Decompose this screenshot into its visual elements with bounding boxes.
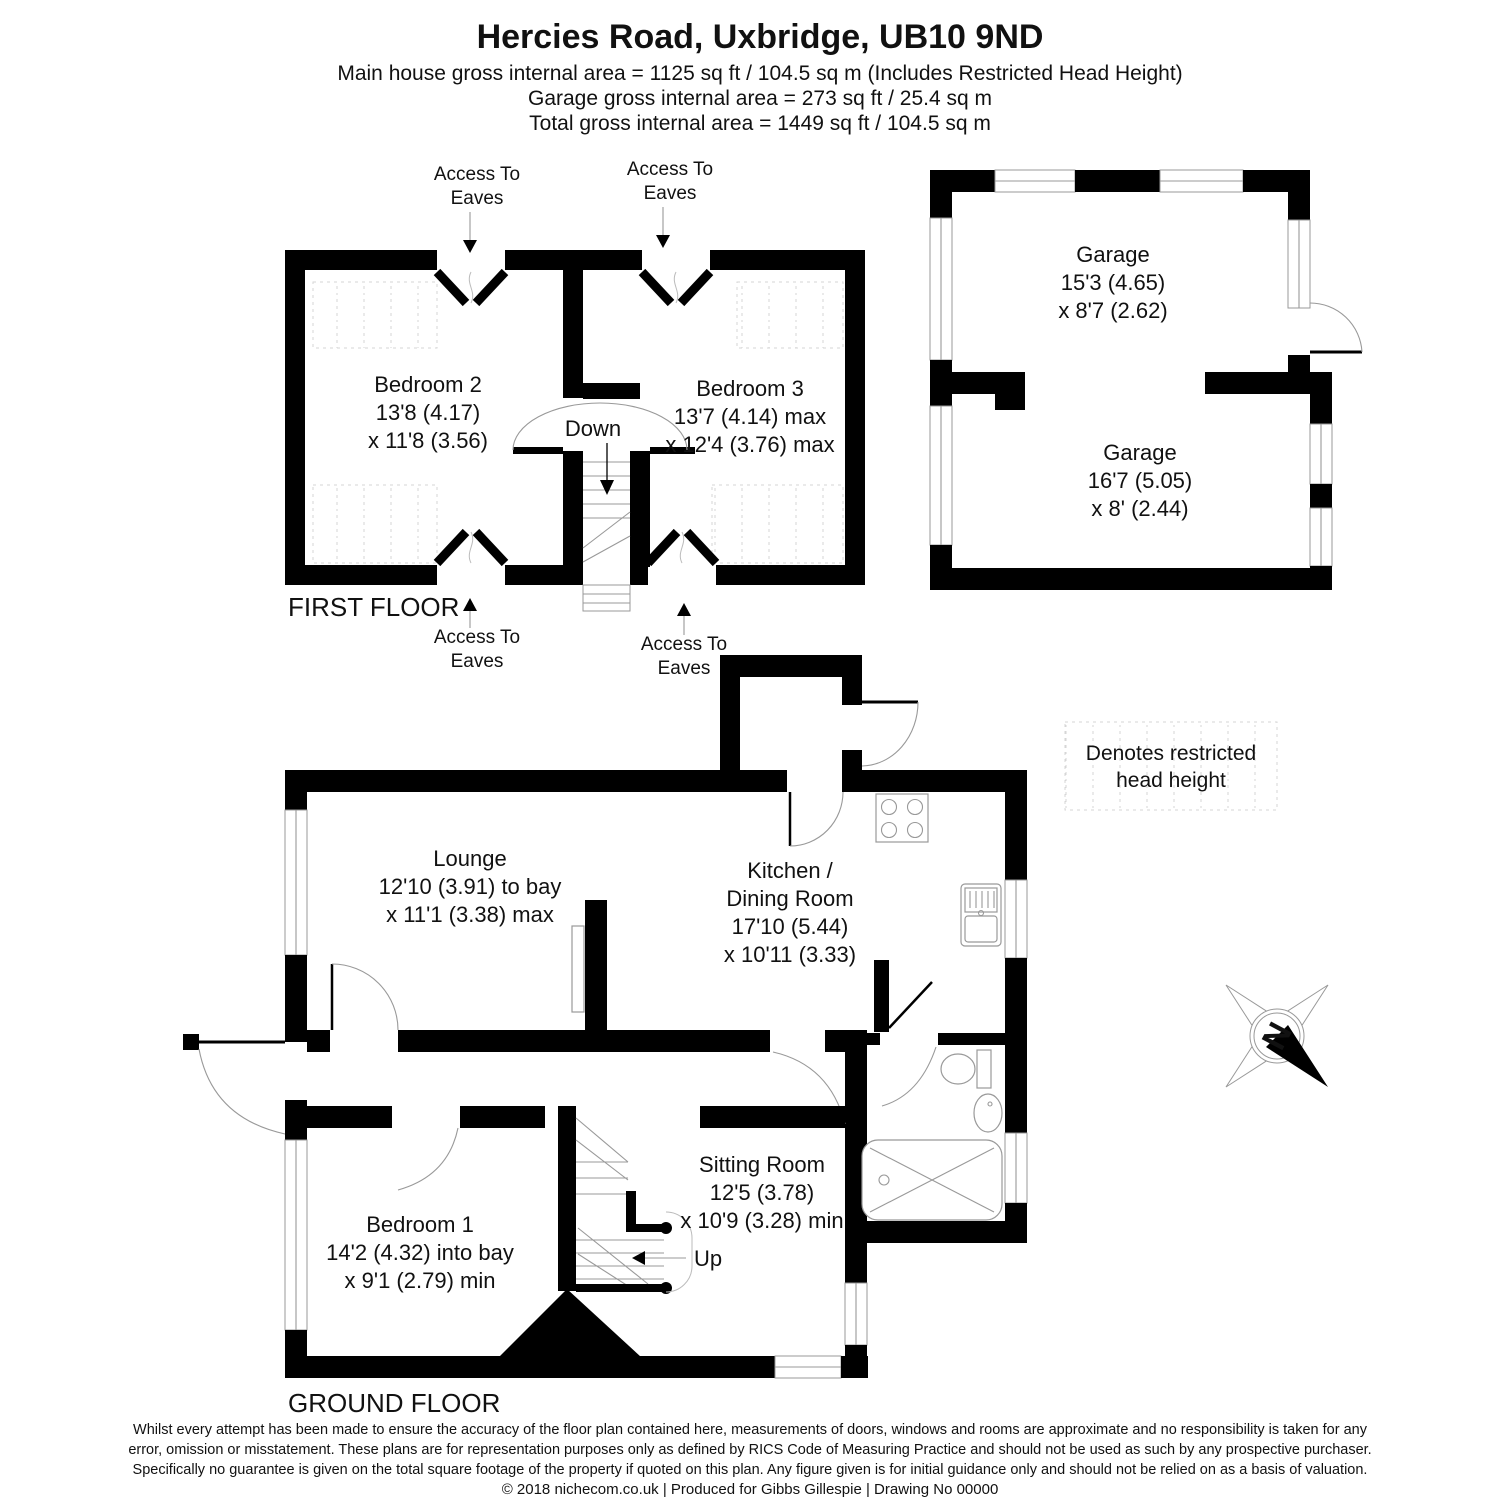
header: [337, 18, 1182, 135]
room-dim: 12'5 (3.78): [709, 1180, 815, 1205]
ground-floor-plan: [183, 655, 1027, 1418]
arrow-down-icon: [656, 235, 670, 248]
down-arrow-icon: [600, 480, 614, 495]
access-eaves-text: Access To: [433, 164, 521, 185]
compass-north-icon: [1226, 985, 1328, 1087]
disclaimer-line: Whilst every attempt has been made to ensure the accuracy of the floor plan contained here, measurements of doors, windows and rooms are approximate and no responsibility is taken for any: [133, 1422, 1367, 1438]
room-dim: 17'10 (5.44): [731, 914, 849, 939]
ground-floor-label: GROUND FLOOR: [288, 1388, 501, 1418]
access-eaves-top-left: [434, 164, 520, 253]
legend-text: Denotes restricted: [1085, 742, 1257, 765]
room-dim: 13'7 (4.14) max: [673, 404, 827, 429]
ground-floor-walls: [183, 655, 1027, 1378]
room-name: Bedroom 2: [374, 372, 482, 397]
room-dim: 12'10 (3.91) to bay: [378, 874, 562, 899]
garage-walls: [930, 170, 1362, 590]
room-name: Dining Room: [726, 886, 854, 911]
room-name: Garage: [1076, 242, 1150, 267]
kitchen-label: [724, 858, 856, 967]
room-dim: x 11'1 (3.38) max: [386, 902, 554, 927]
compass-n-label: N: [1253, 1015, 1299, 1056]
room-dim: 16'7 (5.05): [1087, 468, 1193, 493]
access-eaves-text: Eaves: [643, 183, 697, 204]
legend-text: head height: [1116, 769, 1226, 792]
kitchen-hob-icon: [876, 794, 928, 842]
access-eaves-top-right: [627, 159, 713, 248]
bedroom2-label: [368, 372, 488, 453]
restricted-head-height-band: [313, 485, 437, 563]
sitting-room-label: [680, 1152, 843, 1233]
garage-top-label: [1058, 242, 1167, 323]
room-dim: x 10'11 (3.33): [723, 942, 857, 967]
room-dim: x 10'9 (3.28) min: [680, 1208, 844, 1233]
room-dim: x 11'8 (3.56): [368, 428, 488, 453]
room-name: Sitting Room: [699, 1152, 825, 1177]
room-dim: x 8' (2.44): [1091, 496, 1189, 521]
legend-swatch: [1065, 722, 1277, 810]
area-line-1: Main house gross internal area = 1125 sq ft / 104.5 sq m (Includes Restricted Head Height): [337, 62, 1183, 85]
disclaimer-line: error, omission or misstatement. These plans are for representation purposes only as defined by RICS Code of Measuring Practice and should not be used as such by any prospective purchaser.: [128, 1442, 1372, 1458]
room-dim: x 12'4 (3.76) max: [665, 432, 835, 457]
disclaimer-line: Specifically no guarantee is given on the total square footage of the property if quoted on this plan. Any figure given is for initial guidance only and should not be relied on as a basis of valuation.: [132, 1462, 1368, 1478]
room-name: Bedroom 1: [366, 1212, 474, 1237]
arrow-up-icon: [677, 603, 691, 616]
lounge-label: [379, 846, 562, 927]
garage-bottom-label: [1088, 440, 1193, 521]
room-name: Lounge: [433, 846, 507, 871]
arrow-up-icon: [463, 598, 477, 611]
toilet-icon: [941, 1050, 991, 1088]
footer: [128, 1422, 1371, 1498]
kitchen-sink-icon: [961, 884, 1001, 946]
up-label: Up: [694, 1246, 723, 1271]
page-title: Hercies Road, Uxbridge, UB10 9ND: [476, 18, 1044, 56]
access-eaves-text: Access To: [640, 634, 728, 655]
arrow-down-icon: [463, 240, 477, 253]
restricted-head-height-band: [313, 282, 437, 348]
bedroom1-label: [326, 1212, 514, 1293]
copyright-line: © 2018 nichecom.co.uk | Produced for Gibbs Gillespie | Drawing No 00000: [501, 1481, 999, 1498]
area-line-3: Total gross internal area = 1449 sq ft / 104.5 sq m: [529, 112, 991, 135]
restricted-head-height-band: [712, 485, 843, 563]
first-floor-label: FIRST FLOOR: [288, 592, 460, 622]
room-dim: x 9'1 (2.79) min: [344, 1268, 496, 1293]
room-dim: 15'3 (4.65): [1060, 270, 1166, 295]
ground-floor-stairs: [576, 1118, 692, 1294]
down-label: Down: [564, 416, 622, 441]
restricted-head-height-band: [737, 282, 843, 348]
access-eaves-text: Eaves: [657, 658, 711, 679]
garage-plan: [930, 170, 1362, 590]
access-eaves-text: Eaves: [450, 651, 504, 672]
area-line-2: Garage gross internal area = 273 sq ft / 25.4 sq m: [527, 87, 993, 110]
room-name: Garage: [1103, 440, 1177, 465]
room-name: Bedroom 3: [696, 376, 804, 401]
room-dim: x 8'7 (2.62): [1058, 298, 1168, 323]
bedroom3-label: [665, 376, 834, 457]
room-dim: 14'2 (4.32) into bay: [326, 1240, 514, 1265]
first-floor-plan: [285, 159, 865, 679]
access-eaves-text: Access To: [433, 627, 521, 648]
bathtub-icon: [862, 1140, 1002, 1220]
access-eaves-text: Access To: [626, 159, 714, 180]
room-name: Kitchen /: [747, 858, 833, 883]
room-dim: 13'8 (4.17): [375, 400, 481, 425]
access-eaves-bottom-right: [641, 603, 727, 679]
legend-restricted-head-height: [1065, 722, 1277, 810]
basin-icon: [974, 1094, 1002, 1132]
access-eaves-text: Eaves: [450, 188, 504, 209]
